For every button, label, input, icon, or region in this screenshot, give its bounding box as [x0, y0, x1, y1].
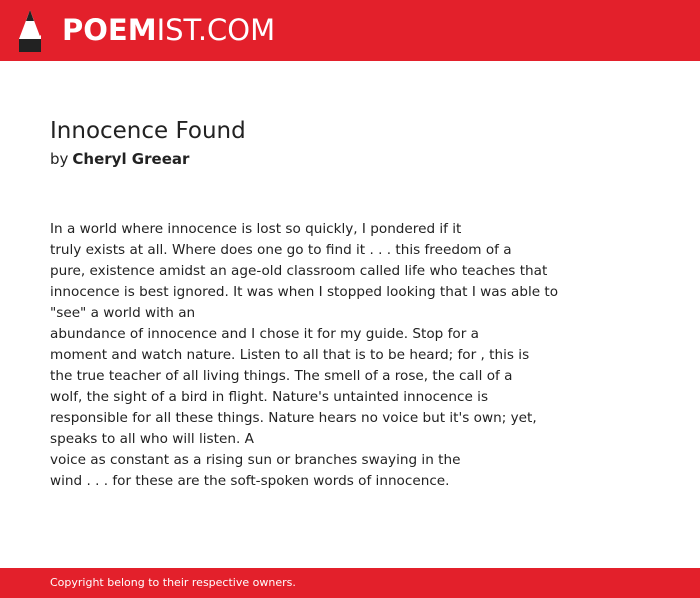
poem-line: truly exists at all. Where does one go to find it . . . this freedom of a — [50, 242, 512, 258]
poem-line: In a world where innocence is lost so quickly, I pondered if it — [50, 221, 462, 237]
poem-line: abundance of innocence and I chose it for my guide. Stop for a — [50, 326, 479, 342]
poem-line: the true teacher of all living things. The smell of a rose, the call of a — [50, 368, 513, 384]
poem-line: speaks to all who will listen. A — [50, 431, 254, 447]
site-header — [0, 0, 700, 61]
poem-body — [50, 219, 570, 492]
author-name: Cheryl Greear — [72, 150, 190, 168]
poem-line: voice as constant as a rising sun or branches swaying in the — [50, 452, 461, 468]
site-logo[interactable] — [62, 12, 275, 48]
poem-line: innocence is best ignored. It was when I stopped looking that I was able to — [50, 284, 559, 300]
poem-title: Innocence Found — [50, 118, 246, 144]
poem-line: wolf, the sight of a bird in flight. Nature's untainted innocence is — [50, 389, 489, 405]
poem-line: moment and watch nature. Listen to all that is to be heard; for , this is — [50, 347, 530, 363]
poem-line: responsible for all these things. Nature hears no voice but it's own; yet, — [50, 410, 537, 426]
poem-line: pure, existence amidst an age-old classroom called life who teaches that — [50, 263, 548, 279]
brand-bold-text: POEM — [62, 13, 157, 47]
site-footer — [0, 568, 700, 598]
pencil-mountain-icon[interactable] — [17, 9, 43, 53]
brand-light-text: IST.COM — [156, 13, 276, 47]
copyright-notice: Copyright belong to their respective owners. — [50, 576, 296, 589]
poem-line: "see" a world with an — [50, 305, 196, 321]
by-label: by — [50, 150, 69, 168]
poem-line: wind . . . for these are the soft-spoken words of innocence. — [50, 473, 450, 489]
byline — [50, 149, 189, 169]
